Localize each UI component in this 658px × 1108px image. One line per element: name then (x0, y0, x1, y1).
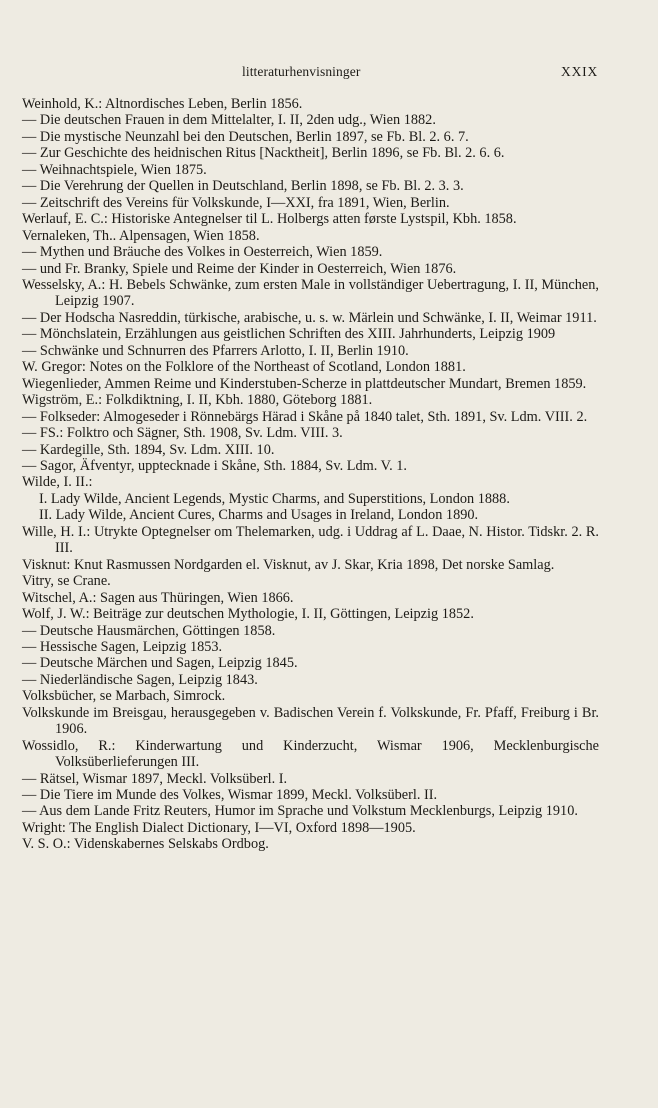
bibliography-subentry: I. Lady Wilde, Ancient Legends, Mystic Charms, and Superstitions, London 1888. (39, 490, 510, 507)
bibliography-entry: Volkskunde im Breisgau, herausgegeben v. Badischen Verein f. Volkskunde, Fr. Pfaff, Freiburg i Br. 1906. (22, 704, 599, 738)
bibliography-entry: Wesselsky, A.: H. Bebels Schwänke, zum ersten Male in vollständiger Uebertragung, I. II, München, Leipzig 1907. (22, 276, 599, 310)
bibliography-entry: Visknut: Knut Rasmussen Nordgarden el. Visknut, av J. Skar, Kria 1898, Det norske Samlag. (22, 556, 555, 573)
bibliography-entry: Wiegenlieder, Ammen Reime und Kinderstuben-Scherze in plattdeutscher Mundart, Bremen 1859. (22, 375, 587, 392)
page-header (22, 64, 598, 84)
bibliography-entry: — Weihnachtspiele, Wien 1875. (22, 161, 207, 178)
bibliography-entry: — und Fr. Branky, Spiele und Reime der Kinder in Oesterreich, Wien 1876. (22, 260, 457, 277)
bibliography-entry: — Folkseder: Almogeseder i Rönnebärgs Härad i Skåne på 1840 talet, Sth. 1891, Sv. Ldm. VIII. 2. (22, 408, 588, 425)
bibliography-entry: Wossidlo, R.: Kinderwartung und Kinderzucht, Wismar 1906, Mecklenburgische Volksüberlieferungen III. (22, 737, 599, 771)
bibliography-entry: Werlauf, E. C.: Historiske Antegnelser til L. Holbergs atten første Lystspil, Kbh. 1858. (22, 211, 517, 228)
bibliography-entry: Wolf, J. W.: Beiträge zur deutschen Mythologie, I. II, Göttingen, Leipzig 1852. (22, 606, 474, 623)
bibliography-entry: Wilde, I. II.: (22, 474, 93, 491)
bibliography-entry: — Mönchslatein, Erzählungen aus geistlichen Schriften des XIII. Jahrhunderts, Leipzig 1909 (22, 326, 556, 343)
bibliography-entry: W. Gregor: Notes on the Folklore of the Northeast of Scotland, London 1881. (22, 359, 466, 376)
bibliography-entry: Weinhold, K.: Altnordisches Leben, Berlin 1856. (22, 96, 303, 112)
bibliography-entry: — Sagor, Äfventyr, upptecknade i Skåne, Sth. 1884, Sv. Ldm. V. 1. (22, 457, 407, 474)
bibliography-entry: — Die mystische Neunzahl bei den Deutschen, Berlin 1897, se Fb. Bl. 2. 6. 7. (22, 128, 469, 145)
bibliography-entry: Vernaleken, Th.. Alpensagen, Wien 1858. (22, 227, 260, 244)
bibliography-entry: — Zeitschrift des Vereins für Volkskunde, I—XXI, fra 1891, Wien, Berlin. (22, 194, 450, 211)
bibliography-entry: — Aus dem Lande Fritz Reuters, Humor im Sprache und Volkstum Mecklenburgs, Leipzig 1910. (22, 803, 578, 820)
bibliography-entry: — Schwänke und Schnurren des Pfarrers Arlotto, I. II, Berlin 1910. (22, 342, 409, 359)
bibliography-entry: — Die deutschen Frauen in dem Mittelalter, I. II, 2den udg., Wien 1882. (22, 112, 436, 129)
running-title: litteraturhenvisninger (242, 64, 361, 79)
bibliography-entry: V. S. O.: Videnskabernes Selskabs Ordbog. (22, 836, 269, 853)
bibliography-entry: — FS.: Folktro och Sägner, Sth. 1908, Sv. Ldm. VIII. 3. (22, 425, 343, 442)
bibliography-entry: — Zur Geschichte des heidnischen Ritus [Nacktheit], Berlin 1896, se Fb. Bl. 2. 6. 6. (22, 145, 505, 162)
bibliography-entry: Wille, H. I.: Utrykte Optegnelser om Thelemarken, udg. i Uddrag af L. Daae, N. Histor. Tidskr. 2. R. III. (22, 523, 599, 557)
bibliography-entry: Wright: The English Dialect Dictionary, I—VI, Oxford 1898—1905. (22, 819, 416, 836)
bibliography-entry: — Deutsche Hausmärchen, Göttingen 1858. (22, 622, 276, 639)
bibliography-entry: — Die Tiere im Munde des Volkes, Wismar 1899, Meckl. Volksüberl. II. (22, 787, 438, 804)
bibliography-list (22, 96, 599, 853)
bibliography-entry: Vitry, se Crane. (22, 573, 111, 590)
bibliography-entry: Witschel, A.: Sagen aus Thüringen, Wien 1866. (22, 589, 294, 606)
bibliography-entry: — Deutsche Märchen und Sagen, Leipzig 1845. (22, 655, 298, 672)
bibliography-entry: Volksbücher, se Marbach, Simrock. (22, 688, 226, 705)
bibliography-entry: — Rätsel, Wismar 1897, Meckl. Volksüberl. I. (22, 770, 288, 787)
bibliography-entry: — Hessische Sagen, Leipzig 1853. (22, 638, 223, 655)
bibliography-entry: — Der Hodscha Nasreddin, türkische, arabische, u. s. w. Märlein und Schwänke, I. II, Weimar 1911. (22, 309, 597, 326)
bibliography-entry: — Mythen und Bräuche des Volkes in Oesterreich, Wien 1859. (22, 244, 383, 261)
bibliography-subentry: II. Lady Wilde, Ancient Cures, Charms and Usages in Ireland, London 1890. (39, 507, 479, 524)
page-number: XXIX (561, 64, 598, 79)
bibliography-entry: — Die Verehrung der Quellen in Deutschland, Berlin 1898, se Fb. Bl. 2. 3. 3. (22, 178, 464, 195)
bibliography-entry: — Niederländische Sagen, Leipzig 1843. (22, 671, 258, 688)
bibliography-entry: — Kardegille, Sth. 1894, Sv. Ldm. XIII. 10. (22, 441, 275, 458)
bibliography-entry: Wigström, E.: Folkdiktning, I. II, Kbh. 1880, Göteborg 1881. (22, 392, 373, 409)
